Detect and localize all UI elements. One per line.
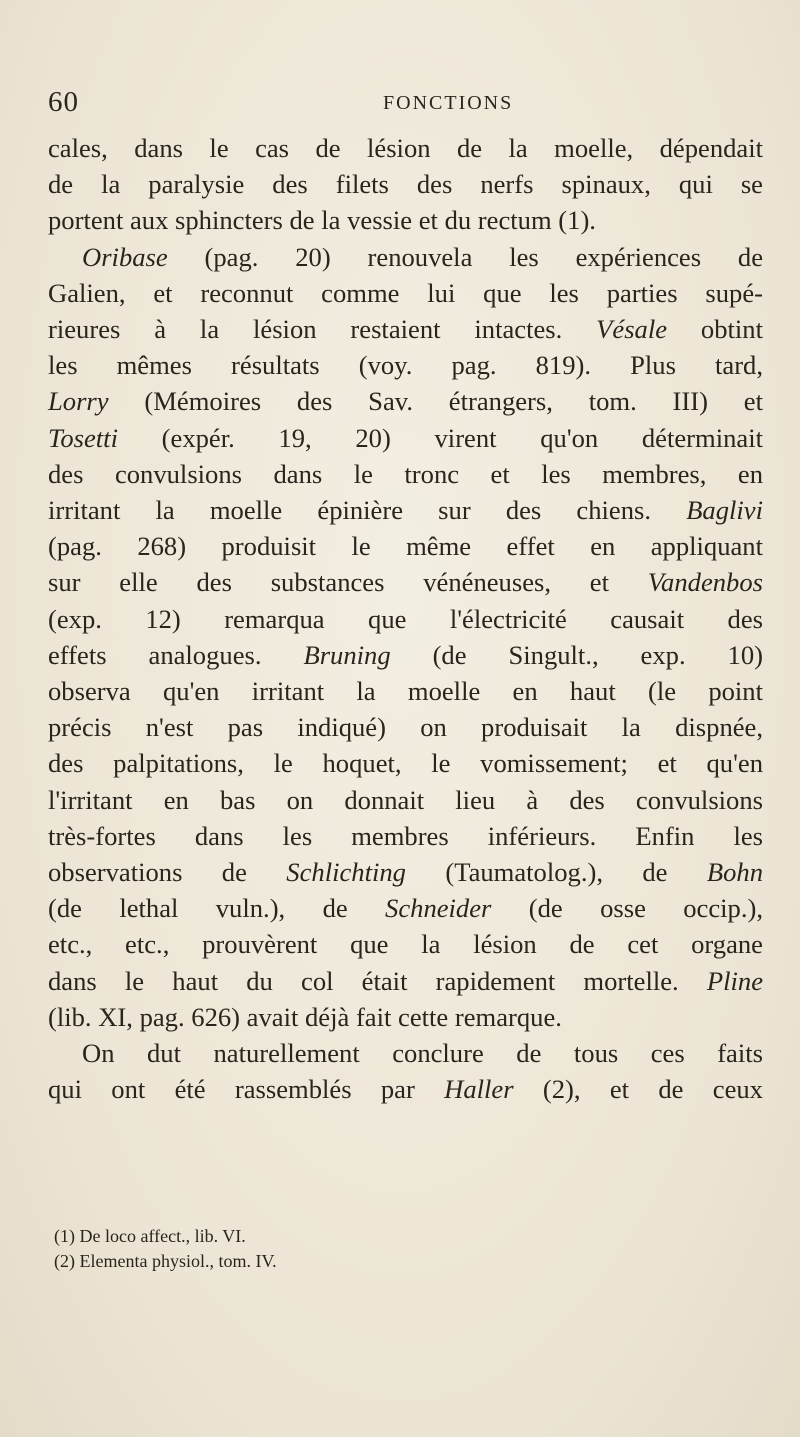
footnote: (2) Elementa physiol., tom. IV.: [54, 1251, 277, 1271]
author-name: Bruning: [303, 639, 391, 670]
author-name: Tosetti: [48, 422, 118, 453]
text-line: très-fortes dans les membres inférieurs. Enfin les: [48, 820, 763, 851]
page-header: [48, 86, 748, 126]
page-number: 60: [48, 86, 79, 118]
author-name: Haller: [444, 1074, 514, 1105]
text-line: des convulsions dans le tronc et les membres, en: [48, 458, 763, 489]
author-name: Schlichting: [286, 857, 406, 888]
text-line: cales, dans le cas de lésion de la moelle, dépendait: [48, 133, 763, 163]
body-text: [48, 130, 763, 1107]
text-line: les mêmes résultats (voy. pag. 819). Plus tard,: [48, 350, 763, 381]
text-line: portent aux sphincters de la vessie et du rectum (1).: [48, 205, 596, 236]
running-title: FONCTIONS: [383, 92, 514, 114]
footnotes: [54, 1224, 654, 1274]
text-line: On dut naturellement conclure de tous ces faits: [82, 1038, 763, 1069]
text-line: irritant la moelle épinière sur des chiens. Baglivi: [48, 495, 763, 526]
text-line: effets analogues. Bruning (de Singult., exp. 10): [48, 639, 763, 670]
author-name: Baglivi: [686, 495, 763, 526]
text-line: rieures à la lésion restaient intactes. Vésale obtint: [48, 314, 763, 345]
text-line: (lib. XI, pag. 626) avait déjà fait cette remarque.: [48, 1001, 562, 1032]
author-name: Schneider: [385, 893, 492, 924]
author-name: Lorry: [48, 386, 109, 417]
text-line: précis n'est pas indiqué) on produisait la dispnée,: [48, 712, 763, 743]
text-line: sur elle des substances vénéneuses, et Vandenbos: [48, 567, 763, 598]
text-line: observations de Schlichting (Taumatolog.), de Bohn: [48, 857, 763, 888]
text-line: etc., etc., prouvèrent que la lésion de cet organe: [48, 929, 763, 960]
text-line: Oribase (pag. 20) renouvela les expériences de: [82, 241, 763, 272]
text-line: (exp. 12) remarqua que l'électricité causait des: [48, 603, 763, 634]
author-name: Vésale: [596, 314, 668, 345]
text-line: de la paralysie des filets des nerfs spinaux, qui se: [48, 169, 763, 200]
author-name: Oribase: [82, 241, 168, 272]
text-line: (de lethal vuln.), de Schneider (de osse occip.),: [48, 893, 763, 924]
author-name: Vandenbos: [647, 567, 763, 598]
text-line: Tosetti (expér. 19, 20) virent qu'on déterminait: [48, 422, 763, 453]
text-line: (pag. 268) produisit le même effet en appliquant: [48, 531, 763, 562]
text-line: observa qu'en irritant la moelle en haut (le point: [48, 676, 763, 707]
footnote: (1) De loco affect., lib. VI.: [54, 1226, 246, 1246]
author-name: Bohn: [706, 857, 763, 888]
text-line: Galien, et reconnut comme lui que les parties supé-: [48, 277, 763, 308]
text-line: Lorry (Mémoires des Sav. étrangers, tom. III) et: [48, 386, 763, 417]
text-line: dans le haut du col était rapidement mortelle. Pline: [48, 965, 763, 996]
text-line: des palpitations, le hoquet, le vomissement; et qu'en: [48, 748, 763, 779]
author-name: Pline: [706, 965, 763, 996]
text-line: qui ont été rassemblés par Haller (2), et de ceux: [48, 1074, 763, 1105]
text-line: l'irritant en bas on donnait lieu à des convulsions: [48, 784, 763, 815]
